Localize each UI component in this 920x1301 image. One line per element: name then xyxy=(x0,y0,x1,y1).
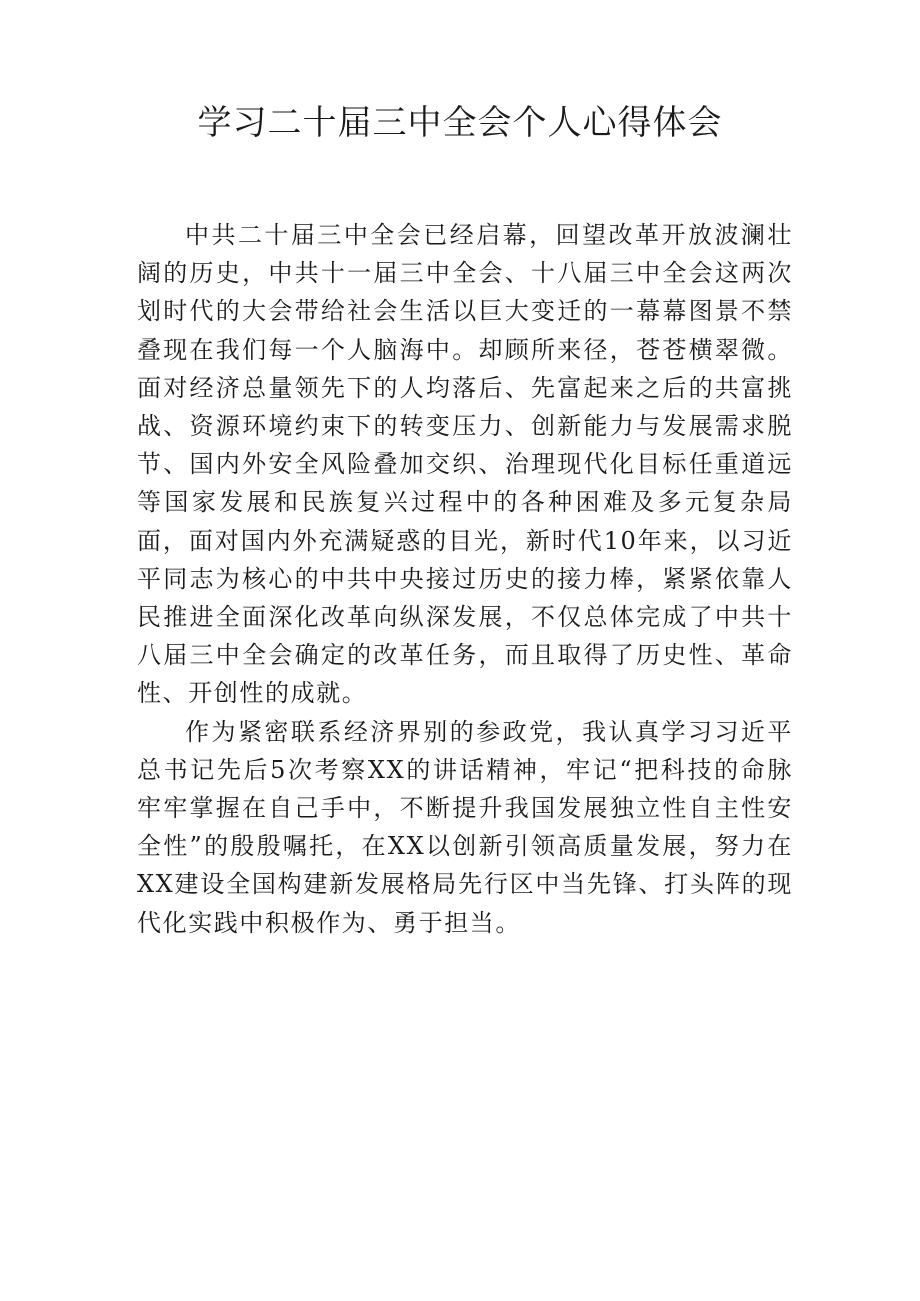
paragraph-1: 中共二十届三中全会已经启幕，回望改革开放波澜壮阔的历史，中共十一届三中全会、十八届三中全会这两次划时代的大会带给社会生活以巨大变迁的一幕幕图景不禁叠现在我们每一个人脑海中。却顾所来径，苍苍横翠微。面对经济总量领先下的人均落后、先富起来之后的共富挑战、资源环境约束下的转变压力、创新能力与发展需求脱节、国内外安全风险叠加交织、治理现代化目标任重道远等国家发展和民族复兴过程中的各种困难及多元复杂局面，面对国内外充满疑惑的目光，新时代10年来，以习近平同志为核心的中共中央接过历史的接力棒，紧紧依靠人民推进全面深化改革向纵深发展，不仅总体完成了中共十八届三中全会确定的改革任务，而且取得了历史性、革命性、开创性的成就。 xyxy=(137,221,793,708)
document-body xyxy=(137,216,793,942)
document-title: 学习二十届三中全会个人心得体会 xyxy=(197,103,723,143)
paragraph-2: 作为紧密联系经济界别的参政党，我认真学习习近平总书记先后5次考察XX的讲话精神，牢记“把科技的命脉牢牢掌握在自己手中，不断提升我国发展独立性自主性安全性”的殷殷嘱托，在XX以创新引领高质量发展，努力在XX建设全国构建新发展格局先行区中当先锋、打头阵的现代化实践中积极作为、勇于担当。 xyxy=(137,717,793,937)
